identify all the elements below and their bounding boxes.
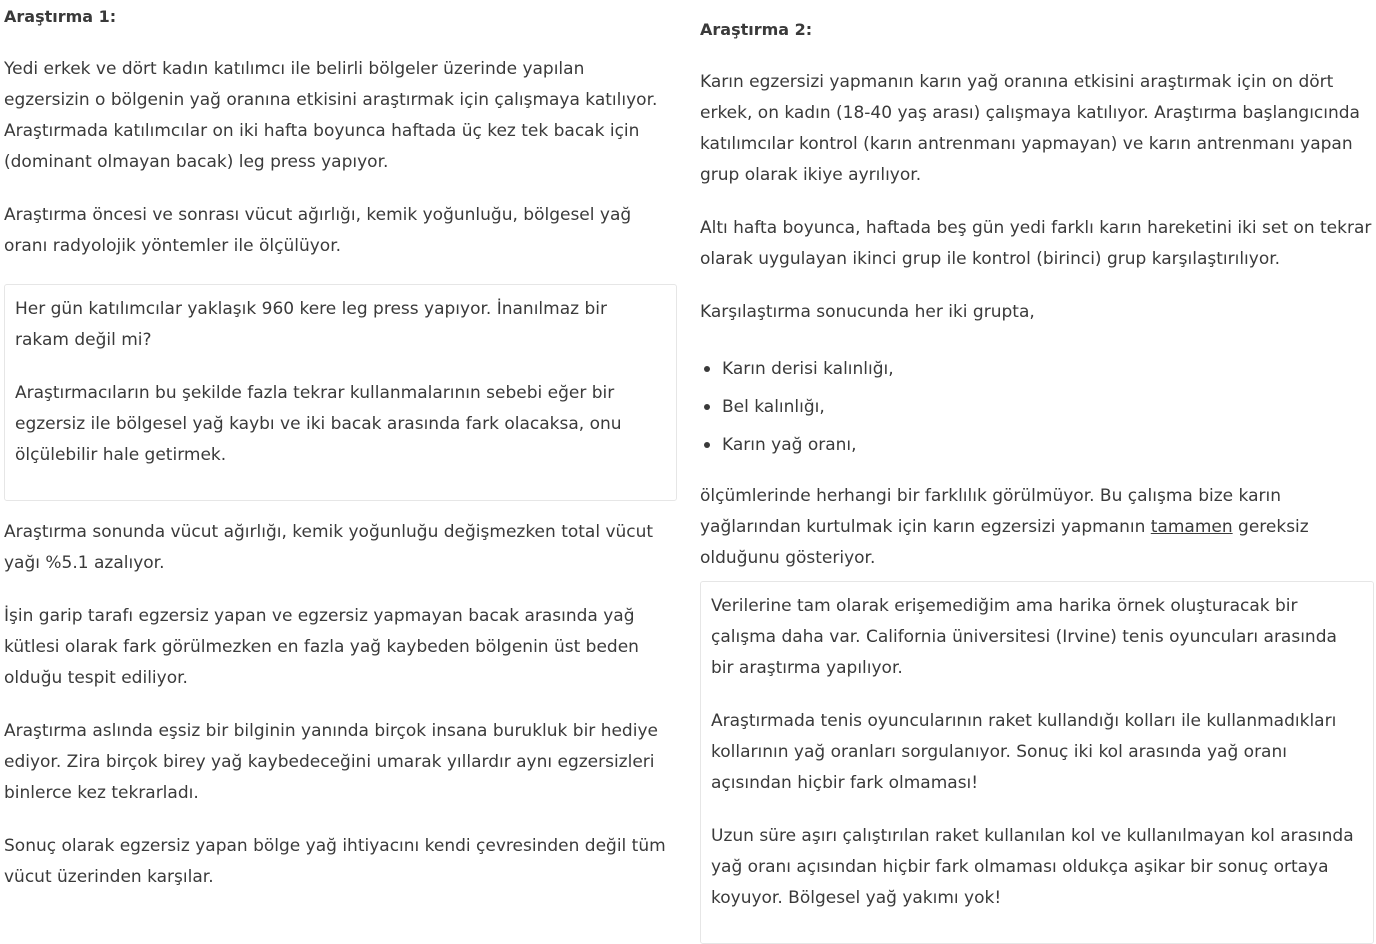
left-column [4, 0, 674, 893]
right-column [700, 0, 1372, 944]
study-2-result-end: gereksiz olduğunu gösteriyor. [700, 517, 1309, 568]
study-1-note-p2: Araştırmacıların bu şekilde fazla tekrar kullanmalarının sebebi eğer bir egzersiz ile bölgesel yağ kaybı ve iki bacak arasında fark olacaksa, onu ölçülebilir hale getirmek. [15, 383, 622, 465]
study-1-result: Araştırma sonunda vücut ağırlığı, kemik yoğunluğu değişmezken total vücut yağı %5.1 azalıyor. [4, 522, 654, 573]
study-1-conclusion: Sonuç olarak egzersiz yapan bölge yağ ihtiyacını kendi çevresinden değil tüm vücut üzerinden karşılar. [4, 836, 666, 887]
study-2-result-start: ölçümlerinde herhangi bir farklılık görülmüyor. Bu çalışma bize karın yağlarından kurtulmak için karın egzersizi yapmanın [700, 486, 1281, 537]
study-2-intro: Karın egzersizi yapmanın karın yağ oranına etkisini araştırmak için on dört erkek, on kadın (18-40 yaş arası) çalışmaya katılıyor. Araştırma başlangıcında katılımcılar kontrol (karın antrenmanı yapmayan) ve karın antrenmanı yapan grup olarak ikiye ayrılıyor. [700, 72, 1360, 185]
study-1-intro: Yedi erkek ve dört kadın katılımcı ile belirli bölgeler üzerinde yapılan egzersizin o bölgenin yağ oranına etkisini araştırmak için çalışmaya katılıyor. Araştırmada katılımcılar on iki hafta boyunca haftada üç kez tek bacak için (dominant olmayan bacak) leg press yapıyor. [4, 59, 658, 172]
study-1-commentary: Araştırma aslında eşsiz bir bilginin yanında birçok insana burukluk bir hediye ediyor. Zira birçok birey yağ kaybedeceğini umarak yıllardır aynı egzersizleri binlerce kez tekrarladı. [4, 721, 658, 803]
study-2-result [700, 481, 1372, 574]
list-item: Karın yağ oranı, [722, 426, 1372, 464]
study-1-note-box [4, 284, 677, 501]
study-1-measurements: Araştırma öncesi ve sonrası vücut ağırlığı, kemik yoğunluğu, bölgesel yağ oranı radyolojik yöntemler ile ölçülüyor. [4, 205, 632, 256]
list-item: Karın derisi kalınlığı, [722, 350, 1372, 388]
study-1-note-p1: Her gün katılımcılar yaklaşık 960 kere leg press yapıyor. İnanılmaz bir rakam değil mi? [15, 299, 607, 350]
study-2-note-p3: Uzun süre aşırı çalıştırılan raket kullanılan kol ve kullanılmayan kol arasında yağ oranı açısından hiçbir fark olmaması oldukça aşikar bir sonuç ortaya koyuyor. Bölgesel yağ yakımı yok! [711, 826, 1354, 908]
study-2-comparison: Karşılaştırma sonucunda her iki grupta, [700, 302, 1035, 322]
study-2-heading: Araştırma 2: [700, 20, 813, 39]
study-2-note-p2: Araştırmada tenis oyuncularının raket kullandığı kolları ile kullanmadıkları kollarının yağ oranları sorgulanıyor. Sonuç iki kol arasında yağ oranı açısından hiçbir fark olmaması! [711, 711, 1337, 793]
emphasis-underlined: tamamen [1150, 517, 1233, 537]
study-2-note-p1: Verilerine tam olarak erişemediğim ama harika örnek oluşturacak bir çalışma daha var. California üniversitesi (Irvine) tenis oyuncuları arasında bir araştırma yapılıyor. [711, 596, 1337, 678]
study-1-observation: İşin garip tarafı egzersiz yapan ve egzersiz yapmayan bacak arasında yağ kütlesi olarak fark görülmezken en fazla yağ kaybeden bölgenin üst beden olduğu tespit ediliyor. [4, 606, 639, 688]
list-item: Bel kalınlığı, [722, 388, 1372, 426]
study-2-measure-list [700, 350, 1372, 464]
study-2-note-box [700, 581, 1374, 944]
study-1-heading: Araştırma 1: [4, 7, 117, 26]
study-2-method: Altı hafta boyunca, haftada beş gün yedi farklı karın hareketini iki set on tekrar olarak uygulayan ikinci grup ile kontrol (birinci) grup karşılaştırılıyor. [700, 218, 1372, 269]
